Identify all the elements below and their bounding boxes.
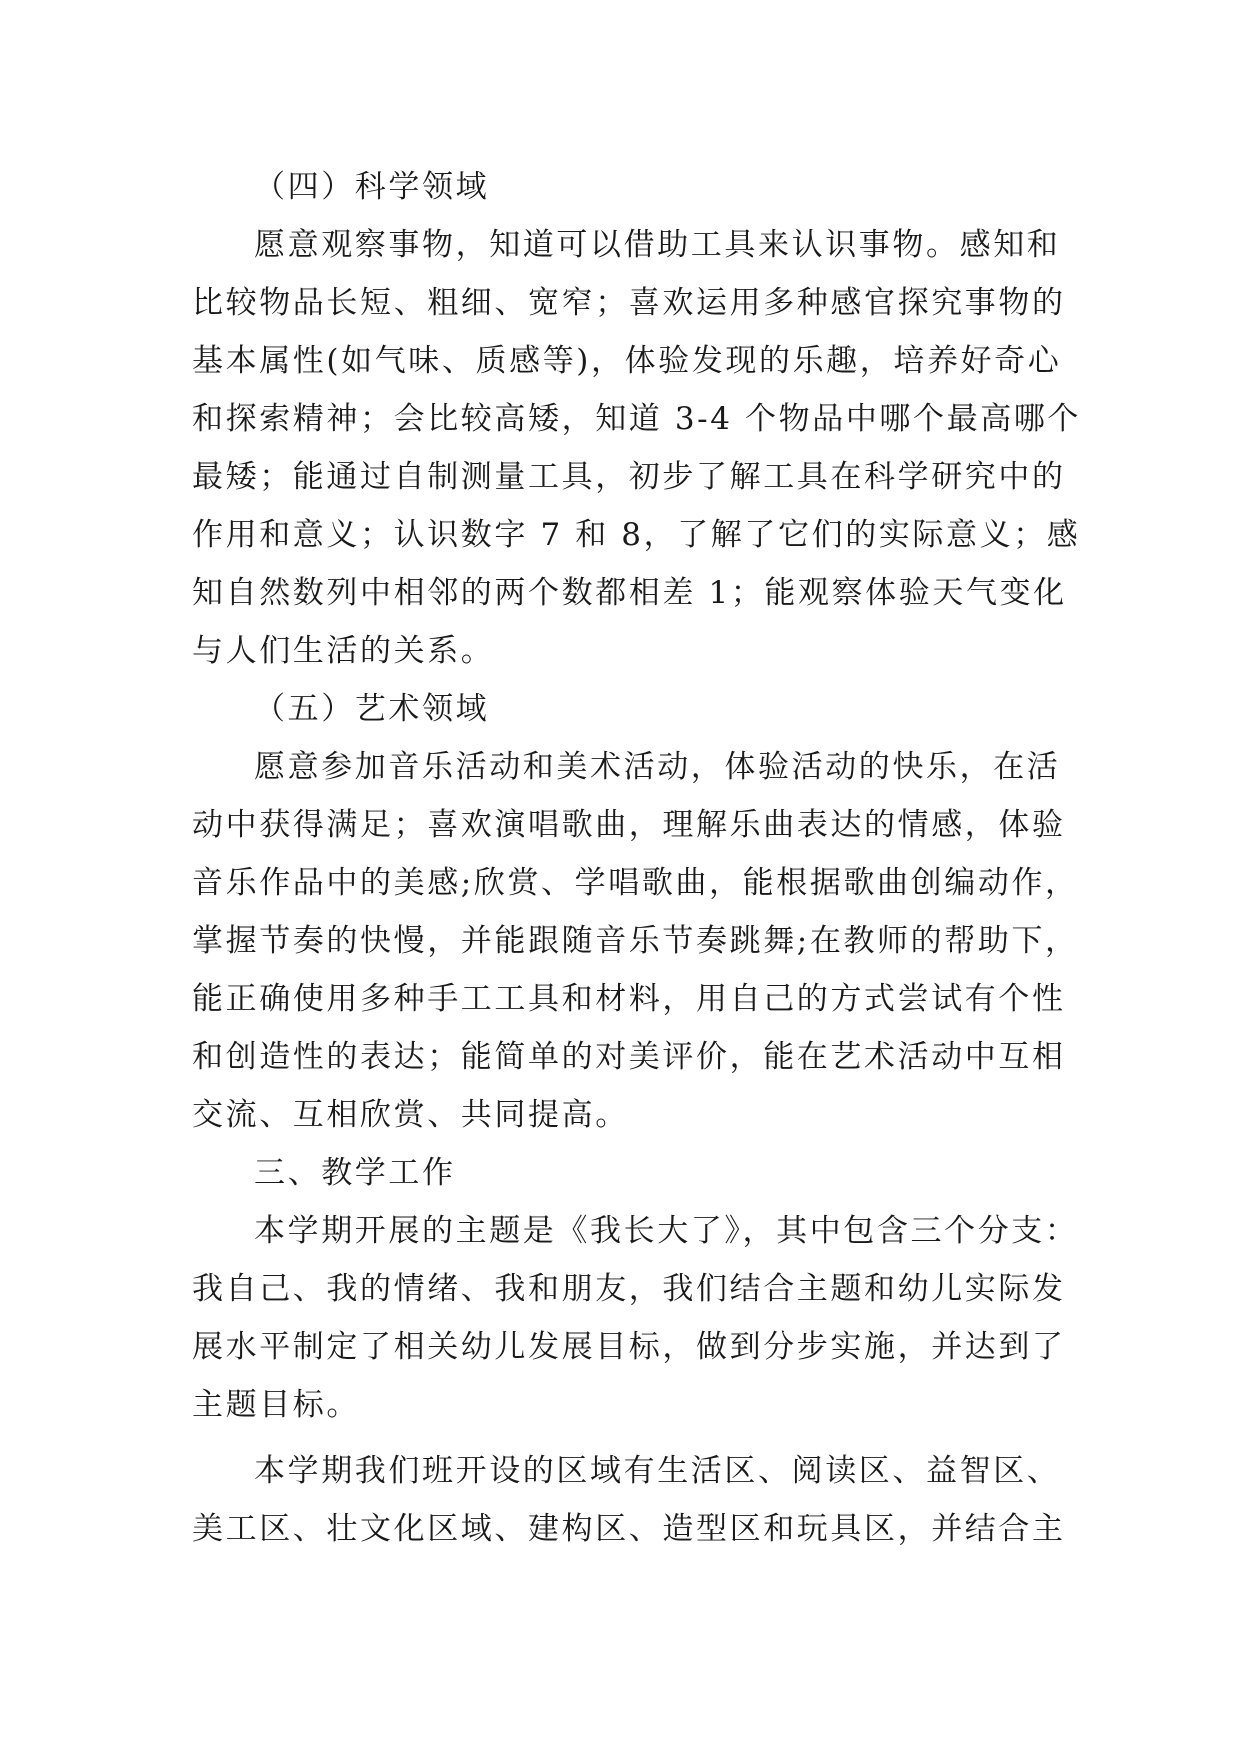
paragraph-line: 本学期开展的主题是《我长大了》，其中包含三个分支： [254,1213,1079,1249]
paragraph-line: 比较物品长短、粗细、宽窄；喜欢运用多种感官探究事物的 [192,285,1066,321]
paragraph-line: 掌握节奏的快慢，并能跟随音乐节奏跳舞;在教师的帮助下， [192,923,1079,959]
paragraph-line: 本学期我们班开设的区域有生活区、阅读区、益智区、 [254,1453,1061,1489]
paragraph-line: 动中获得满足；喜欢演唱歌曲，理解乐曲表达的情感，体验 [192,807,1066,843]
paragraph-line: 愿意观察事物，知道可以借助工具来认识事物。感知和 [254,227,1061,263]
paragraph-line: 展水平制定了相关幼儿发展目标，做到分步实施，并达到了 [192,1329,1066,1365]
paragraph-line: 音乐作品中的美感;欣赏、学唱歌曲，能根据歌曲创编动作， [192,865,1079,901]
paragraph-spacer [192,1434,1052,1442]
paragraph-line: 作用和意义；认识数字 7 和 8，了解了它们的实际意义；感 [192,517,1081,553]
paragraph-line: 美工区、壮文化区域、建构区、造型区和玩具区，并结合主 [192,1511,1066,1547]
paragraph-line: 能正确使用多种手工工具和材料，用自己的方式尝试有个性 [192,981,1066,1017]
section-heading-science: （四）科学领域 [254,169,490,205]
section-heading-art: （五）艺术领域 [254,691,490,727]
paragraph-line: 和创造性的表达；能简单的对美评价，能在艺术活动中互相 [192,1039,1066,1075]
document-body [192,158,1082,1558]
paragraph-line: 知自然数列中相邻的两个数都相差 1；能观察体验天气变化 [192,575,1067,611]
paragraph-line: 我自己、我的情绪、我和朋友，我们结合主题和幼儿实际发 [192,1271,1066,1307]
section-heading-teaching: 三、教学工作 [254,1155,456,1191]
paragraph-line: 与人们生活的关系。 [192,633,495,669]
paragraph-line: 愿意参加音乐活动和美术活动，体验活动的快乐，在活 [254,749,1061,785]
paragraph-line: 主题目标。 [192,1387,360,1423]
paragraph-line: 交流、互相欣赏、共同提高。 [192,1097,629,1133]
paragraph-line: 最矮；能通过自制测量工具，初步了解工具在科学研究中的 [192,459,1066,495]
paragraph-line: 基本属性(如气味、质感等)，体验发现的乐趣，培养好奇心 [192,343,1062,379]
paragraph-line: 和探索精神；会比较高矮，知道 3-4 个物品中哪个最高哪个 [192,401,1082,437]
